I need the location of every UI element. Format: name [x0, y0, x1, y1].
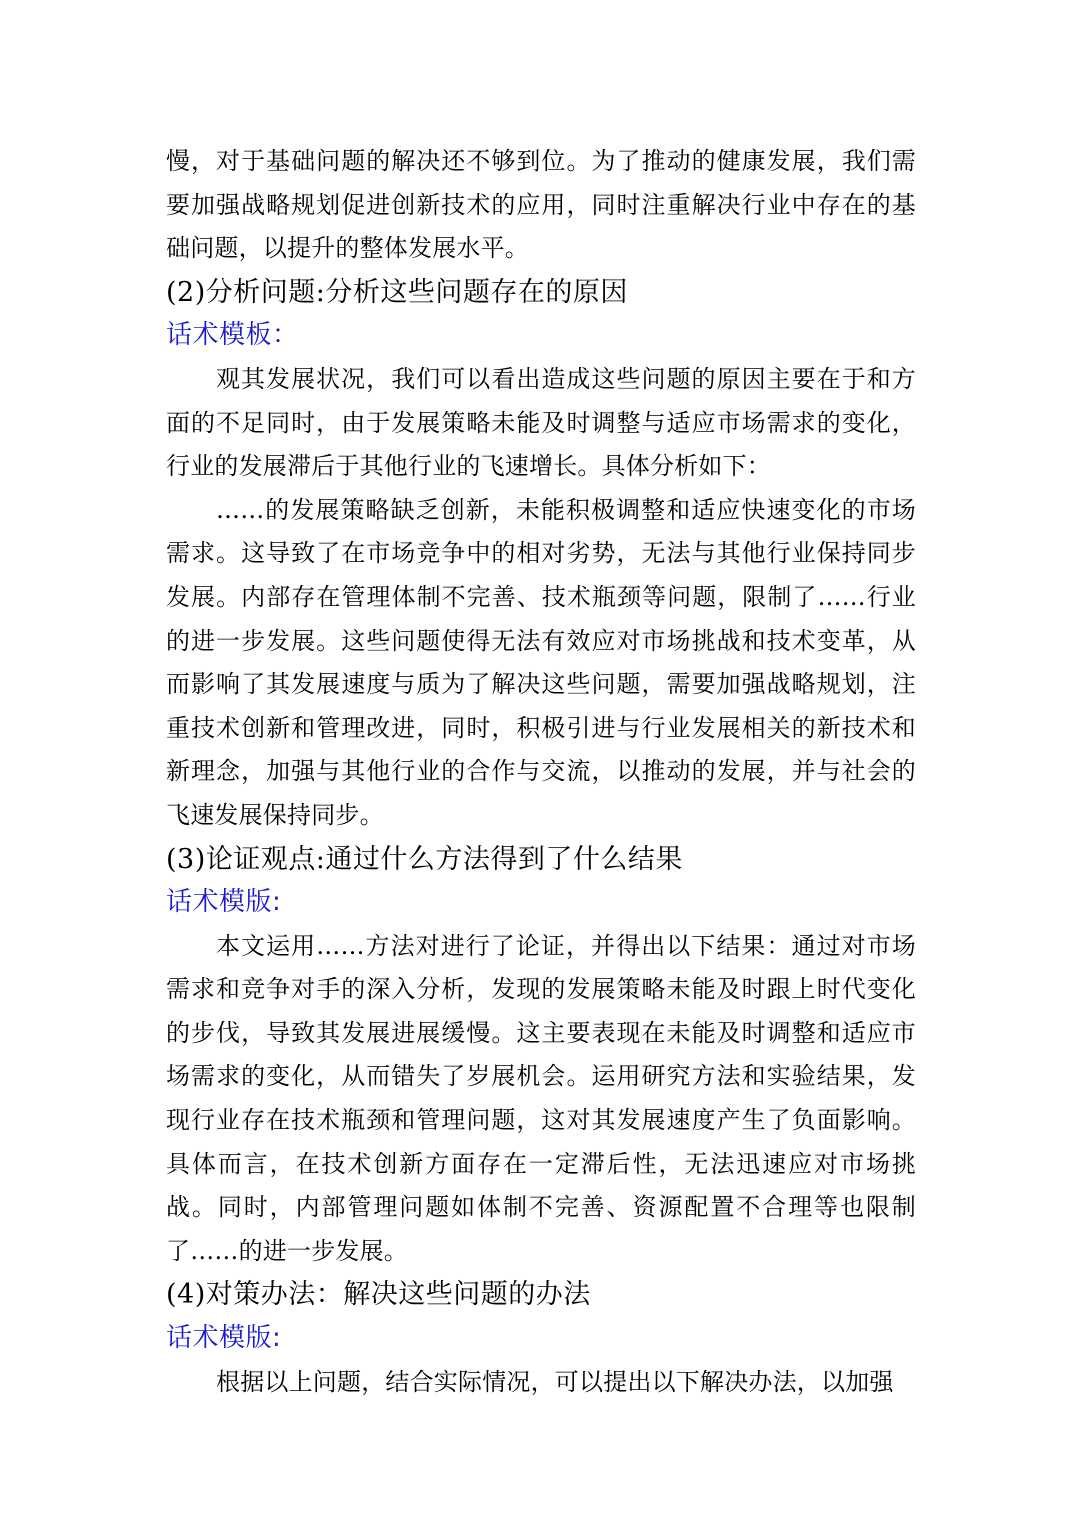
section-3-heading: (3)论证观点:通过什么方法得到了什么结果: [166, 843, 683, 875]
intro-paragraph: 慢，对于基础问题的解决还不够到位。为了推动的健康发展，我们需要加强战略规划促进创新技术的应用，同时注重解决行业中存在的基础问题，以提升的整体发展水平。: [166, 147, 916, 263]
section-3-paragraph: 本文运用……方法对进行了论证，并得出以下结果：通过对市场需求和竞争对手的深入分析，发现的发展策略未能及时跟上时代变化的步伐，导致其发展进展缓慢。这主要表现在未能及时调整和适应市场需求的变化，从而错失了岁展机会。运用研究方法和实验结果，发现行业存在技术瓶颈和管理问题，这对其发展速度产生了负面影响。具体而言，在技术创新方面存在一定滞后性，无法迅速应对市场挑战。同时，内部管理问题如体制不完善、资源配置不合理等也限制了……的进一步发展。: [166, 931, 916, 1265]
section-3-template-label: 话术模版:: [166, 887, 282, 918]
section-4-template-label: 话术模版:: [166, 1323, 282, 1354]
section-2-template-label: 话术模板：: [166, 320, 299, 351]
section-2-paragraph-1: 观其发展状况，我们可以看出造成这些问题的原因主要在于和方面的不足同时，由于发展策略未能及时调整与适应市场需求的变化，行业的发展滞后于其他行业的飞速增长。具体分析如下：: [166, 364, 916, 481]
section-2-heading: (2)分析问题:分析这些问题存在的原因: [166, 276, 628, 308]
section-4-heading: (4)对策办法：解决这些问题的办法: [166, 1279, 591, 1311]
section-4-paragraph: 根据以上问题，结合实际情况，可以提出以下解决办法，以加强: [216, 1367, 894, 1396]
section-2-paragraph-2: ……的发展策略缺乏创新，未能积极调整和适应快速变化的市场需求。这导致了在市场竞争中的相对劣势，无法与其他行业保持同步发展。内部存在管理体制不完善、技术瓶颈等问题，限制了……行业的进一步发展。这些问题使得无法有效应对市场挑战和技术变革，从而影响了其发展速度与质为了解决这些问题，需要加强战略规划，注重技术创新和管理改进，同时，积极引进与行业发展相关的新技术和新理念，加强与其他行业的合作与交流，以推动的发展，并与社会的飞速发展保持同步。: [166, 495, 916, 829]
document-page: [166, 140, 916, 1404]
